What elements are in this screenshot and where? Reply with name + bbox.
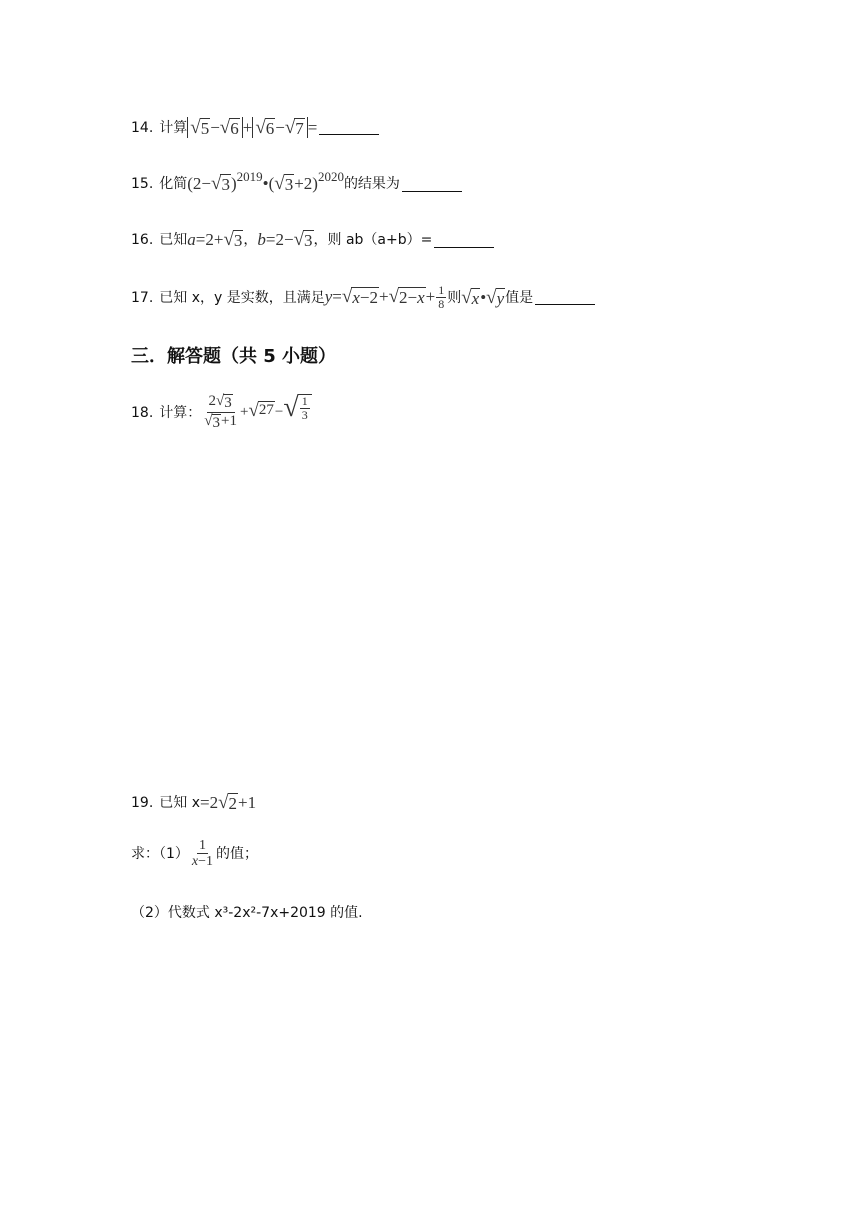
question-number: 17. xyxy=(131,289,154,306)
formula-reciprocal: $\frac{1}{x-1}$ xyxy=(191,838,214,870)
formula-y-def: y= √ x−2 + √ 2−x + $\frac{1}{8}$ xyxy=(324,283,445,312)
question-prompt: 化简 xyxy=(159,176,188,193)
question-19-part-1 xyxy=(131,838,258,870)
separator: ， xyxy=(243,232,258,249)
question-17 xyxy=(131,284,595,312)
question-prompt: 已知 x，y 是实数，且满足 xyxy=(159,289,325,306)
answer-blank[interactable] xyxy=(402,177,462,192)
section-heading: 三．解答题（共 5 小题） xyxy=(131,346,337,367)
question-number: 18. xyxy=(131,404,154,421)
part-prefix: 求：（1） xyxy=(131,846,189,863)
question-suffix: ，则 ab（a+b）= xyxy=(313,232,433,249)
question-number: 16. xyxy=(131,232,154,249)
formula-b-def: b=2− √ 3 xyxy=(257,229,313,250)
question-connector: 则 xyxy=(447,289,462,306)
formula-calc: 2 √ 3 √ 3 +1 + √ 27 − √ $\frac{1}{3}$ xyxy=(201,393,311,433)
equals-sign: = xyxy=(307,118,318,137)
formula-abs-sqrt: √ 5 − √ 6 + √ 6 − √ 7 = xyxy=(187,117,317,138)
formula-sqrt-product: √ x • √ y xyxy=(461,286,505,308)
question-16 xyxy=(131,230,494,251)
question-15 xyxy=(131,169,462,195)
formula-power-product: (2− √ 3 )$^{2019}$•( √ 3 +2)$^{2020}$ xyxy=(187,169,344,194)
question-prompt: 计算 xyxy=(159,119,188,136)
part-suffix: 的值； xyxy=(216,846,259,863)
question-number: 14. xyxy=(131,119,154,136)
question-suffix: 值是 xyxy=(505,289,534,306)
question-prompt: 计算： xyxy=(159,404,202,421)
question-suffix: 的结果为 xyxy=(343,176,400,193)
question-prompt: 已知 x xyxy=(159,795,201,812)
question-19 xyxy=(131,793,256,814)
exponent: 2020 xyxy=(317,169,344,184)
question-prompt: 已知 xyxy=(159,232,188,249)
exponent: 2019 xyxy=(236,169,263,184)
question-number: 15. xyxy=(131,176,154,193)
question-14 xyxy=(131,117,379,138)
question-19-part-2: （2）代数式 x³-2x²-7x+2019 的值. xyxy=(131,905,363,921)
formula-a-def: a=2+ √ 3 xyxy=(187,229,243,250)
question-18 xyxy=(131,393,312,433)
answer-blank[interactable] xyxy=(535,290,595,305)
answer-blank[interactable] xyxy=(319,120,379,135)
question-number: 19. xyxy=(131,795,154,812)
answer-blank[interactable] xyxy=(434,233,494,248)
formula-x-def: =2 √ 2 +1 xyxy=(200,792,257,813)
